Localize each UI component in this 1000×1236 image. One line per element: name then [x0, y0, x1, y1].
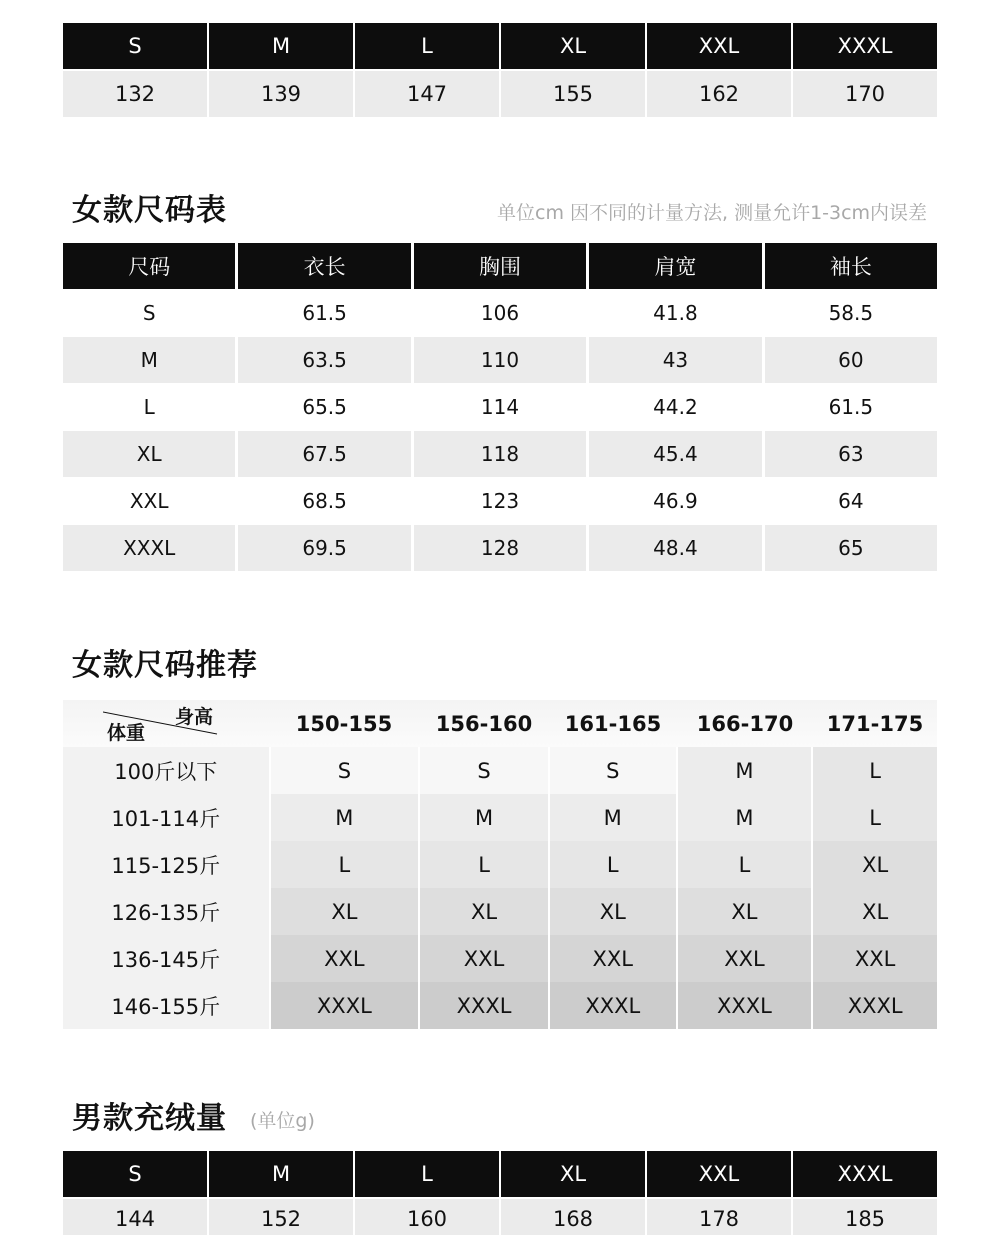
- size-recommendation: XXXL: [271, 982, 419, 1029]
- size-recommendation: L: [420, 841, 548, 888]
- men-fill-value-row: [63, 1199, 937, 1235]
- size-cell: S: [63, 290, 235, 336]
- men-fill-value: 185: [793, 1199, 937, 1235]
- size-recommendation: L: [271, 841, 419, 888]
- men-fill-header-row: [63, 1151, 937, 1197]
- size-recommendation: XXL: [420, 935, 548, 982]
- men-fill-size-header: M: [209, 1151, 353, 1197]
- weight-axis-label: 体重: [107, 722, 146, 744]
- table-row: [63, 384, 937, 430]
- size-recommendation: M: [271, 794, 419, 841]
- size-recommendation: L: [813, 794, 937, 841]
- size-recommendation: M: [678, 794, 812, 841]
- size-recommendation: XXL: [678, 935, 812, 982]
- men-fill-table: [63, 1151, 937, 1235]
- table-row: [63, 431, 937, 477]
- weight-label: 101-114斤: [63, 794, 269, 841]
- length-cell: 63.5: [238, 337, 410, 383]
- size-recommendation: L: [678, 841, 812, 888]
- height-header: 171-175: [826, 711, 924, 736]
- size-recommendation: M: [678, 747, 812, 794]
- corner-cell: [63, 700, 269, 747]
- size-chart-header-row: [63, 243, 937, 289]
- column-header: 胸围: [414, 243, 586, 289]
- table-row: [63, 935, 937, 982]
- shoulder-cell: 44.2: [589, 384, 761, 430]
- top-fill-value: 132: [63, 71, 207, 117]
- men-fill-value: 178: [647, 1199, 791, 1235]
- weight-label: 126-135斤: [63, 888, 269, 935]
- women-recommend-title: 女款尺码推荐: [72, 648, 258, 683]
- top-fill-value: 170: [793, 71, 937, 117]
- measurement-note: 单位cm 因不同的计量方法, 测量允许1-3cm内误差: [497, 202, 928, 224]
- men-fill-size-header: S: [63, 1151, 207, 1197]
- top-fill-value: 162: [647, 71, 791, 117]
- top-fill-size-header: L: [355, 23, 499, 69]
- table-row: [63, 525, 937, 571]
- height-header: 156-160: [435, 711, 533, 736]
- men-fill-value: 144: [63, 1199, 207, 1235]
- size-recommendation: L: [550, 841, 676, 888]
- size-recommendation: S: [271, 747, 419, 794]
- top-fill-value-row: [63, 71, 937, 117]
- table-row: [63, 747, 937, 794]
- chest-cell: 110: [414, 337, 586, 383]
- men-fill-unit: (单位g): [250, 1110, 315, 1132]
- men-fill-title: 男款充绒量: [72, 1101, 227, 1136]
- size-recommendation: XL: [271, 888, 419, 935]
- size-recommendation: XXL: [550, 935, 676, 982]
- size-recommendation: XXXL: [420, 982, 548, 1029]
- men-fill-size-header: XXL: [647, 1151, 791, 1197]
- size-recommendation: M: [550, 794, 676, 841]
- column-header: 尺码: [63, 243, 235, 289]
- table-row: [63, 478, 937, 524]
- women-size-chart-title: 女款尺码表: [72, 193, 227, 228]
- size-cell: L: [63, 384, 235, 430]
- size-recommendation: XL: [420, 888, 548, 935]
- size-cell: XXXL: [63, 525, 235, 571]
- size-recommendation: XXXL: [678, 982, 812, 1029]
- weight-label: 136-145斤: [63, 935, 269, 982]
- size-recommendation: XXXL: [550, 982, 676, 1029]
- height-header: 150-155: [295, 711, 393, 736]
- top-fill-value: 155: [501, 71, 645, 117]
- shoulder-cell: 45.4: [589, 431, 761, 477]
- men-fill-size-header: L: [355, 1151, 499, 1197]
- men-fill-value: 152: [209, 1199, 353, 1235]
- shoulder-cell: 43: [589, 337, 761, 383]
- column-header: 袖长: [765, 243, 937, 289]
- column-header: 衣长: [238, 243, 410, 289]
- size-recommendation: XL: [813, 841, 937, 888]
- recommend-header-row: [63, 700, 937, 747]
- size-recommendation: S: [550, 747, 676, 794]
- top-fill-size-header: XXXL: [793, 23, 937, 69]
- chest-cell: 106: [414, 290, 586, 336]
- sleeve-cell: 65: [765, 525, 937, 571]
- table-row: [63, 888, 937, 935]
- height-axis-label: 身高: [175, 706, 214, 728]
- chest-cell: 123: [414, 478, 586, 524]
- size-recommendation: M: [420, 794, 548, 841]
- column-header: 肩宽: [589, 243, 761, 289]
- weight-label: 146-155斤: [63, 982, 269, 1029]
- length-cell: 67.5: [238, 431, 410, 477]
- size-recommendation: XL: [678, 888, 812, 935]
- top-fill-value: 147: [355, 71, 499, 117]
- size-cell: M: [63, 337, 235, 383]
- sleeve-cell: 64: [765, 478, 937, 524]
- top-fill-table: [63, 23, 937, 117]
- top-fill-size-header: M: [209, 23, 353, 69]
- men-fill-value: 168: [501, 1199, 645, 1235]
- sleeve-cell: 63: [765, 431, 937, 477]
- shoulder-cell: 46.9: [589, 478, 761, 524]
- height-header: 166-170: [696, 711, 794, 736]
- top-fill-size-header: S: [63, 23, 207, 69]
- size-cell: XXL: [63, 478, 235, 524]
- table-row: [63, 290, 937, 336]
- size-recommendation: XXXL: [813, 982, 937, 1029]
- table-row: [63, 982, 937, 1029]
- length-cell: 65.5: [238, 384, 410, 430]
- top-fill-header-row: [63, 23, 937, 69]
- size-recommendation: XL: [550, 888, 676, 935]
- top-fill-value: 139: [209, 71, 353, 117]
- women-recommend-table: [63, 700, 937, 1029]
- table-row: [63, 794, 937, 841]
- table-row: [63, 841, 937, 888]
- height-header: 161-165: [564, 711, 662, 736]
- length-cell: 61.5: [238, 290, 410, 336]
- sleeve-cell: 60: [765, 337, 937, 383]
- sleeve-cell: 58.5: [765, 290, 937, 336]
- shoulder-cell: 41.8: [589, 290, 761, 336]
- chest-cell: 118: [414, 431, 586, 477]
- men-fill-size-header: XL: [501, 1151, 645, 1197]
- length-cell: 68.5: [238, 478, 410, 524]
- size-recommendation: XXL: [271, 935, 419, 982]
- weight-label: 100斤以下: [63, 747, 269, 794]
- size-recommendation: XL: [813, 888, 937, 935]
- weight-label: 115-125斤: [63, 841, 269, 888]
- size-recommendation: L: [813, 747, 937, 794]
- top-fill-size-header: XXL: [647, 23, 791, 69]
- women-size-chart-table: [63, 243, 937, 572]
- size-recommendation: XXL: [813, 935, 937, 982]
- chest-cell: 128: [414, 525, 586, 571]
- size-recommendation: S: [420, 747, 548, 794]
- top-fill-size-header: XL: [501, 23, 645, 69]
- men-fill-value: 160: [355, 1199, 499, 1235]
- shoulder-cell: 48.4: [589, 525, 761, 571]
- length-cell: 69.5: [238, 525, 410, 571]
- men-fill-size-header: XXXL: [793, 1151, 937, 1197]
- table-row: [63, 337, 937, 383]
- chest-cell: 114: [414, 384, 586, 430]
- sleeve-cell: 61.5: [765, 384, 937, 430]
- size-cell: XL: [63, 431, 235, 477]
